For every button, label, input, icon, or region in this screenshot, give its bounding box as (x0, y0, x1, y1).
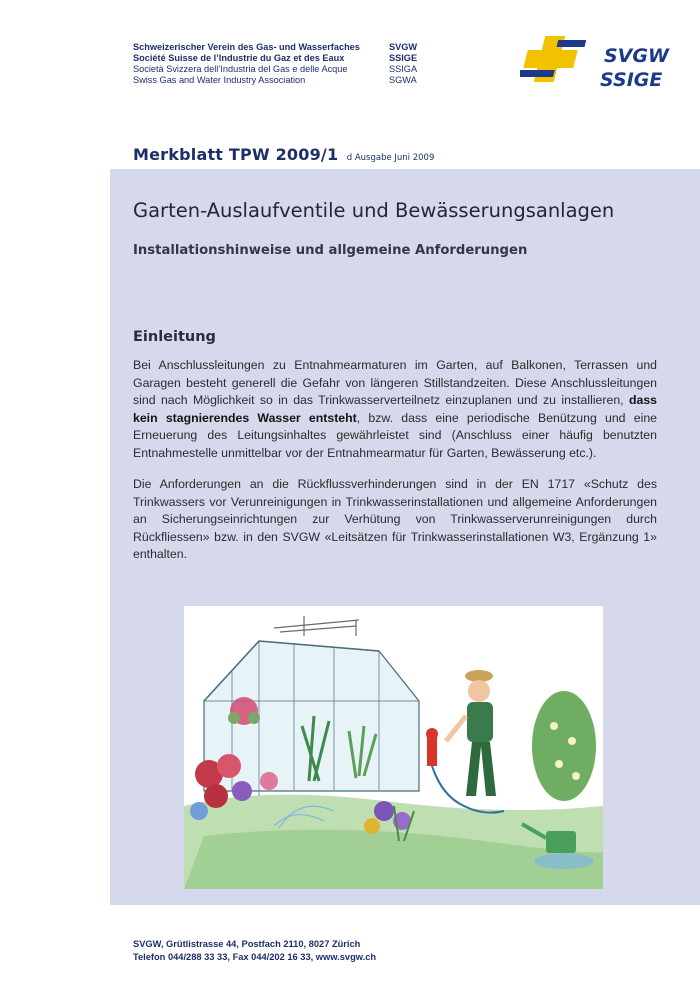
association-code: SSIGA (389, 64, 418, 74)
logo-line2: SSIGE (600, 69, 663, 91)
association-name: Swiss Gas and Water Industry Association (133, 75, 306, 85)
association-code: SGWA (389, 75, 417, 85)
svgw-ssige-logo (520, 33, 670, 95)
merkblatt-line (133, 145, 434, 165)
document-title: Garten-Auslaufventile und Bewässerungsanlagen (133, 199, 615, 222)
footer-address-line: SVGW, Grütlistrasse 44, Postfach 2110, 8027 Zürich (133, 939, 361, 949)
association-row (133, 42, 449, 53)
association-name: Società Svizzera dell’Industria del Gas e delle Acque (133, 64, 348, 74)
intro-paragraph-1 (133, 357, 657, 462)
association-name: Société Suisse de l’Industrie du Gaz et des Eaux (133, 53, 345, 63)
association-code: SSIGE (389, 53, 418, 63)
association-names (133, 42, 449, 86)
footer-address (133, 938, 376, 963)
document-subtitle: Installationshinweise und allgemeine Anforderungen (133, 243, 528, 258)
footer-contact-line: Telefon 044/288 33 33, Fax 044/202 16 33, www.svgw.ch (133, 951, 377, 962)
section-heading: Einleitung (133, 329, 216, 345)
association-row (133, 75, 449, 86)
merkblatt-title: Merkblatt TPW 2009/1 (133, 145, 339, 164)
association-row (133, 53, 449, 64)
intro-paragraph-2: Die Anforderungen an die Rückflussverhinderungen sind in der EN 1717 «Schutz des Trinkwassers vor Verunreinigungen in Trinkwasserinstallationen und allgemeine Anforderungen an Sicherungseinrichtungen zur Verhütung von Trinkwasserverunreinigungen durch Rückfliessen» bzw. in den SVGW «Leitsätzen für Trinkwasserinstallationen W3, Ergänzung 1» enthalten. (133, 477, 657, 561)
association-code: SVGW (389, 42, 418, 52)
logo-line1: SVGW (604, 45, 669, 67)
association-name: Schweizerischer Verein des Gas- und Wasserfaches (133, 42, 360, 52)
paragraph-text: , bzw. dass eine periodische Benützung und eine Erneuerung des Leitungsinhaltes gewährleistet sind (Anschluss einer häufig benutzten Entnahmestelle unmittelbar vor der Entnahmearmatur für Garten, Bewässerung etc.). (133, 410, 657, 460)
association-row (133, 64, 449, 75)
merkblatt-edition: d Ausgabe Juni 2009 (346, 153, 435, 163)
bush-right (532, 691, 596, 801)
garden-illustration (184, 606, 603, 889)
paragraph-text: Bei Anschlussleitungen zu Entnahmearmaturen im Garten, auf Balkonen, Terrassen und Garagen besteht generell die Gefahr von längeren Stillstandzeiten. Diese Anschlussleitungen sind nach Möglichkeit so in das Trinkwasserverteilnetz einzuplanen und zu installieren, (133, 358, 657, 407)
paragraph-emphasis: dass kein stagnierendes Wasser entsteht (133, 393, 657, 425)
